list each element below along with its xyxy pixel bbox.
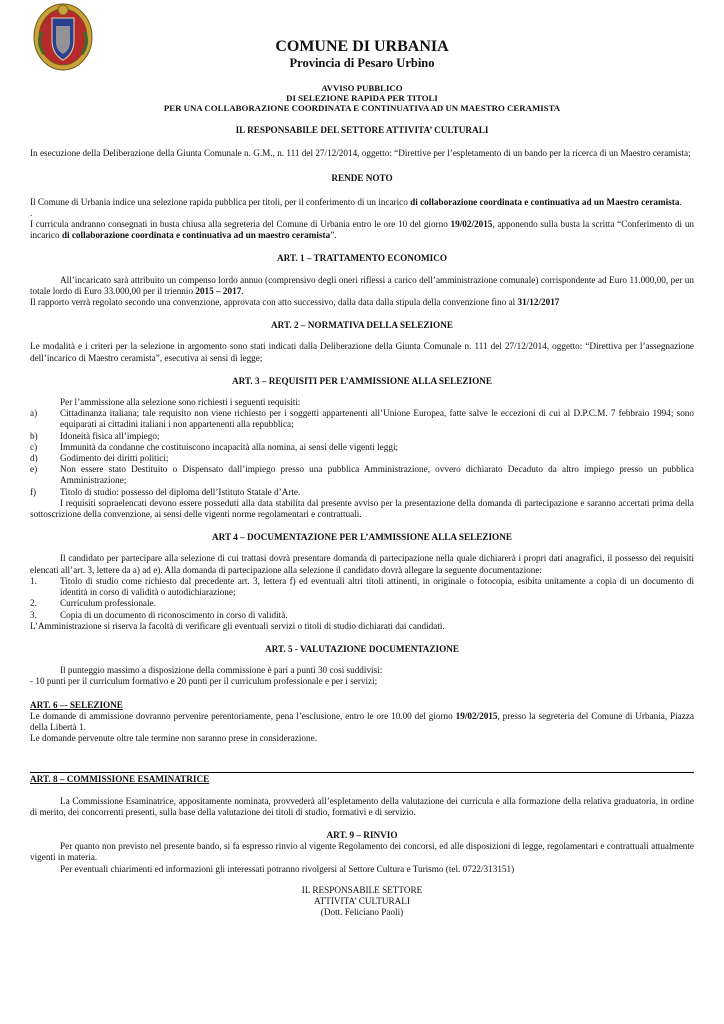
curricula-paragraph (30, 219, 694, 241)
curricula-text-1: I curricula andranno consegnati in busta chiusa alla segreteria del Comune di Urbania entro le ore 10 del giorno (30, 219, 451, 230)
art3-heading: ART. 3 – REQUISITI PER L’AMMISSIONE ALLA SELEZIONE (231, 375, 493, 386)
notice-line-3: PER UNA COLLABORAZIONE COORDINATA E CONTINUATIVA AD UN MAESTRO CERAMISTA (163, 103, 561, 113)
section-divider (30, 772, 694, 773)
list-item (30, 598, 694, 609)
art8-paragraph: La Commissione Esaminatrice, appositamente nominata, provvederà all’espletamento della valutazione dei curricula e alla formazione della relativa graduatoria, in ordine di merito, dei concorrenti presenti, sulla base della valutazione dei titoli di studio, formativi e di servizio. (30, 795, 694, 817)
list-item (30, 453, 694, 464)
list-text: Non essere stato Destituito o Dispensato dall’impiego presso una pubblica Amministrazione, ovvero dichiarato Decaduto da altro impiego presso un pubblica Amministrazione; (60, 464, 694, 486)
list-text: Cittadinanza italiana; tale requisito non viene richiesto per i soggetti appartenenti all’Unione Europea, fatte salve le eccezioni di cui al D.P.C.M. 7 febbraio 1994; sono equiparati ai cittadini italiani i non appartenenti alla repubblica; (60, 408, 694, 430)
document-header (30, 38, 694, 71)
list-item (30, 431, 694, 442)
signature-line-2: ATTIVITA’ CULTURALI (314, 895, 410, 906)
list-text: Curriculum professionale. (60, 598, 156, 609)
art8-heading: ART. 8 – COMMISSIONE ESAMINATRICE (30, 774, 210, 785)
stray-dot: . (30, 207, 33, 218)
list-marker: c) (30, 441, 38, 452)
signature-line-3: (Dott. Feliciano Paoli) (320, 906, 404, 917)
art5-paragraph-1: Il punteggio massimo a disposizione della commissione è pari a punti 30 così suddivisi: (60, 665, 383, 676)
document-page (30, 10, 694, 918)
list-item (30, 576, 694, 598)
art6-heading: ART. 6 –- SELEZIONE (30, 699, 123, 710)
art9-heading: ART. 9 – RINVIO (326, 829, 398, 840)
list-text: Idoneità fisica all’impiego; (60, 430, 160, 441)
curricula-text-3: di collaborazione coordinata e continuativa ad un maestro ceramista (61, 230, 331, 241)
intro-paragraph: In esecuzione della Deliberazione della Giunta Comunale n. G.M., n. 111 del 27/12/2014, oggetto: “Direttive per l’espletamento di un bando per la ricerca di un Maestro ceramista; (30, 148, 691, 159)
art9-paragraph-2: Per eventuali chiarimenti ed informazioni gli interessati potranno rivolgersi al Settore Cultura e Turismo (tel. 0722/313151) (60, 863, 515, 874)
signature-block (30, 885, 694, 918)
art3-outro: I requisiti sopraelencati devono essere posseduti alla data stabilita dal presente avviso per la presentazione della domanda di partecipazione e saranno accertati prima della sottoscrizione della convenzione, ai sensi delle vigenti norme regolamentari e contrattuali. (30, 497, 694, 520)
list-item (30, 408, 694, 430)
rende-noto-heading: RENDE NOTO (331, 173, 393, 184)
list-marker: d) (30, 453, 38, 464)
list-marker: f) (30, 486, 37, 497)
art4-outro: L’Amministrazione si riserva la facoltà di verificare gli eventuali servizi o titoli di studio dichiarati dai candidati. (30, 620, 445, 631)
art5-heading: ART. 5 - VALUTAZIONE DOCUMENTAZIONE (264, 643, 460, 654)
list-marker: 1. (30, 575, 37, 586)
responsible-heading: IL RESPONSABILE DEL SETTORE ATTIVITA’ CULTURALI (235, 125, 489, 135)
notice-line-1: AVVISO PUBBLICO (321, 83, 403, 93)
art1-paragraph-2 (30, 297, 694, 308)
art2-paragraph: Le modalità e i criteri per la selezione in argomento sono stati indicati dalla Deliberazione della Giunta Comunale n. 111 del 27/12/2014, oggetto: “Direttiva per l’assegnazione dell’incarico di Maestro ceramista”, esecutiva ai sensi di legge; (30, 341, 694, 363)
curricula-deadline: 19/02/2015 (450, 219, 493, 230)
art1-end-date: 31/12/2017 (517, 297, 560, 308)
list-marker: b) (30, 430, 38, 441)
selection-text-2: di collaborazione coordinata e continuativa ad un Maestro ceramista (410, 196, 680, 207)
curricula-text-4: ”. (330, 230, 337, 241)
list-marker: a) (30, 408, 38, 419)
list-text: Godimento dei diritti politici; (60, 453, 169, 464)
art6-text-2: , presso la segreteria del Comune di Urbania, Piazza della Libertà 1. (30, 710, 694, 732)
art1-text-1: All’incaricato sarà attribuito un compenso lordo annuo (comprensivo degli oneri riflessi a carico dell’amministrazione comunale) corrispondente ad Euro 11.000,00, per un totale lordo di Euro 33.000,00 per il triennio (30, 274, 694, 296)
list-marker: 2. (30, 598, 37, 609)
list-marker: 3. (30, 609, 37, 620)
art4-heading: ART 4 – DOCUMENTAZIONE PER L’AMMISSIONE ALLA SELEZIONE (212, 532, 512, 543)
selection-paragraph (30, 197, 694, 208)
art6-paragraph-2: Le domande pervenute oltre tale termine non saranno prese in considerazione. (30, 733, 317, 744)
list-item (30, 442, 694, 453)
art3-intro: Per l’ammissione alla selezione sono richiesti i seguenti requisiti: (60, 397, 301, 408)
art5-paragraph-2: - 10 punti per il curriculum formativo e 20 punti per il curriculum professionale e per i servizi; (30, 676, 378, 687)
art4-documents-list (30, 576, 694, 621)
art6-paragraph-1 (30, 711, 694, 733)
art1-heading: ART. 1 – TRATTAMENTO ECONOMICO (276, 253, 448, 264)
art1-period: 2015 – 2017 (195, 285, 242, 296)
selection-text-1: Il Comune di Urbania indice una selezione rapida pubblica per titoli, per il conferimento di un incarico (30, 196, 411, 207)
list-marker: e) (30, 464, 38, 475)
art6-deadline: 19/02/2015 (455, 710, 498, 721)
art1-text-2: . (241, 285, 244, 296)
notice-heading (30, 83, 694, 113)
province-subtitle: Provincia di Pesaro Urbino (289, 56, 435, 70)
art6-text-1: Le domande di ammissione dovranno pervenire perentoriamente, pena l’esclusione, entro le ore 10.00 del giorno (30, 710, 456, 721)
art2-heading: ART. 2 – NORMATIVA DELLA SELEZIONE (271, 320, 453, 331)
art1-paragraph-1 (30, 275, 694, 297)
list-text: Titolo di studio come richiesto dal precedente art. 3, lettera f) ed eventuali altri titoli attinenti, in originale o fotocopia, esibita unitamente a copia di un documento di identità in corso di validità o autodichiarazione; (60, 575, 694, 598)
art9-paragraph-1: Per quanto non previsto nel presente bando, si fa espresso rinvio al vigente Regolamento dei concorsi, ed alle disposizioni di legge, regolamentari e contrattuali attualmente vigenti in materia. (30, 841, 694, 863)
curricula-text-2: , apponendo sulla busta la scritta “Conferimento di un incarico (30, 219, 695, 241)
list-item (30, 487, 694, 498)
list-text: Copia di un documento di riconoscimento in corso di validità. (60, 609, 288, 620)
art3-requirements-list (30, 408, 694, 498)
signature-line-1: IL RESPONSABILE SETTORE (301, 884, 423, 895)
notice-line-2: DI SELEZIONE RAPIDA PER TITOLI (286, 93, 438, 103)
list-item (30, 610, 694, 621)
list-text: Titolo di studio: possesso del diploma dell’Istituto Statale d’Arte. (60, 486, 301, 497)
selection-text-3: . (679, 196, 682, 207)
art4-paragraph: Il candidato per partecipare alla selezione di cui trattasi dovrà presentare domanda di partecipazione nella quale dichiarerà i propri dati anagrafici, il possesso dei requisiti elencati all’art. 3, lettere da a) ad e). Alla domanda di partecipazione alla selezione il candidato dovrà allegare la seguente documentazione: (30, 553, 694, 575)
municipality-title: COMUNE DI URBANIA (275, 38, 449, 55)
list-text: Immunità da condanne che costituiscono incapacità alla nomina, ai sensi delle vigenti leggi; (60, 441, 399, 452)
list-item (30, 464, 694, 486)
art1-text-3: Il rapporto verrà regolato secondo una convenzione, approvata con atto successivo, dalla data dalla stipula della convenzione fino al (30, 297, 518, 308)
